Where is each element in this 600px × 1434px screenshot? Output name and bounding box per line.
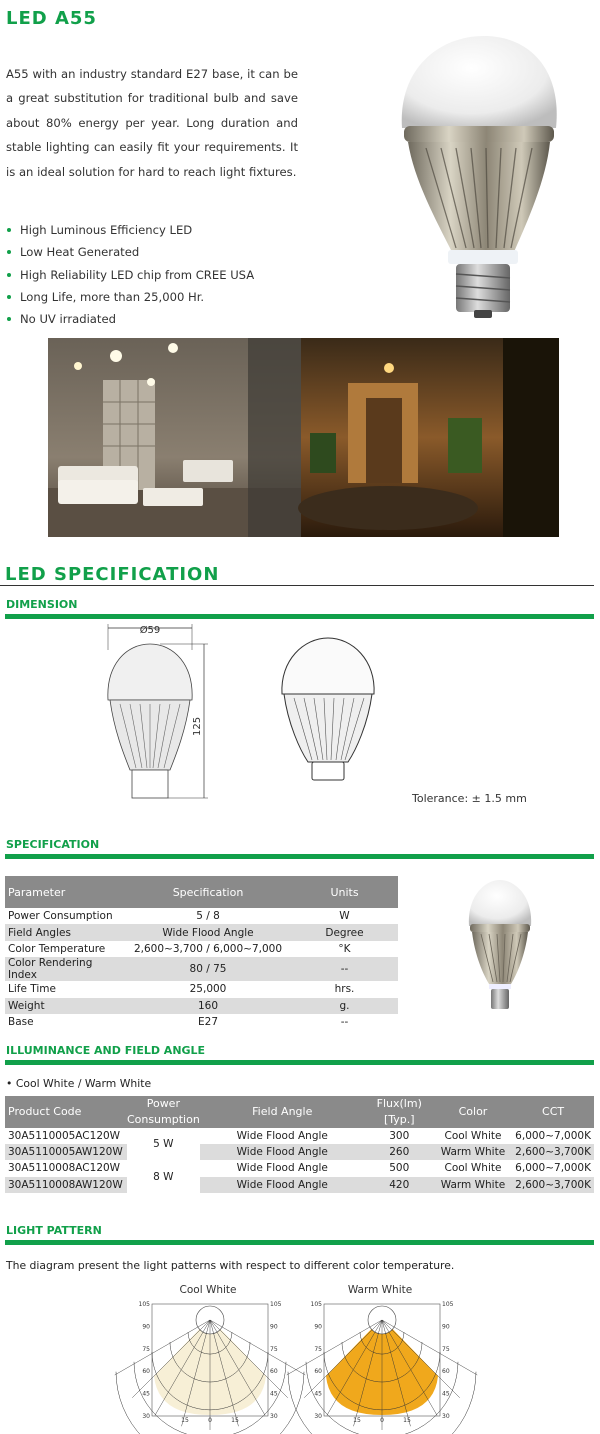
y-tick-label: 90	[270, 1323, 278, 1331]
y-tick-label: 30	[142, 1413, 150, 1420]
y-tick-label: 45	[314, 1390, 322, 1398]
column-header: Units	[291, 876, 398, 908]
height-label: 125	[192, 716, 203, 736]
led-bulb-image	[396, 30, 566, 320]
light-pattern-heading: LIGHT PATTERN	[6, 1224, 102, 1237]
table-cell: 420	[365, 1177, 434, 1193]
table-cell: Weight	[5, 998, 125, 1014]
section-bar	[5, 1060, 594, 1065]
led-bulb-image	[465, 876, 535, 1011]
y-tick-label: 60	[442, 1368, 450, 1376]
intro-paragraph: A55 with an industry standard E27 base, it can be a great substitution for traditional bulb and save about 80% energy per year. Long duration and stable lighting can easily fit your requirements. It is an ideal solution for hard to reach light fixtures.	[6, 67, 298, 179]
light-pattern-description: The diagram present the light patterns with respect to different color temperature.	[6, 1259, 455, 1272]
table-cell: Wide Flood Angle	[200, 1144, 365, 1160]
column-header: CCT	[512, 1096, 594, 1128]
column-header: Field Angle	[200, 1096, 365, 1128]
table-cell: W	[339, 910, 350, 923]
table-cell: 80 / 75	[125, 957, 291, 981]
table-row	[5, 1177, 594, 1193]
y-tick-label: 45	[142, 1390, 150, 1398]
table-cell: 300	[389, 1130, 410, 1143]
x-tick-label: 0	[208, 1417, 212, 1424]
table-cell: 30A5110008AW120W	[5, 1177, 127, 1193]
y-tick-label: 30	[442, 1413, 450, 1420]
column-header: Color	[434, 1096, 512, 1128]
table-cell: 25,000	[189, 983, 227, 996]
table-row	[5, 941, 398, 957]
table-row	[5, 908, 398, 924]
table-cell: 30A5110005AW120W	[5, 1144, 127, 1160]
column-header: Product Code	[5, 1096, 127, 1128]
y-tick-label: 105	[310, 1301, 322, 1308]
table-cell: g.	[291, 998, 398, 1014]
table-cell: 2,600~3,700K	[512, 1177, 594, 1193]
diameter-label: Ø59	[139, 625, 161, 636]
tolerance-note: Tolerance: ± 1.5 mm	[412, 792, 527, 805]
chart-label-warm: Warm White	[347, 1284, 413, 1296]
bulb-outline-image	[278, 632, 378, 782]
table-cell: 260	[365, 1144, 434, 1160]
table-cell: Wide Flood Angle	[125, 924, 291, 940]
table-cell: --	[340, 1016, 349, 1029]
table-cell: Field Angles	[5, 924, 125, 940]
table-row	[5, 924, 398, 940]
feature-item: High Luminous Efficiency LED	[6, 219, 306, 241]
y-tick-label: 105	[270, 1301, 282, 1308]
table-cell: 6,000~7,000K	[515, 1162, 591, 1175]
table-cell: Color Temperature	[8, 942, 106, 955]
table-cell: Degree	[291, 924, 398, 940]
table-cell: 500	[389, 1162, 410, 1175]
table-cell: 2,600~3,700K	[512, 1144, 594, 1160]
table-cell: Life Time	[8, 983, 56, 996]
x-tick-label: 15	[403, 1417, 411, 1424]
color-options-note: • Cool White / Warm White	[6, 1077, 152, 1090]
column-header: Parameter	[5, 876, 125, 908]
feature-item: Low Heat Generated	[6, 241, 306, 263]
x-tick-label: 0	[380, 1417, 384, 1424]
interior-exterior-photos	[48, 338, 559, 537]
section-bar	[5, 614, 594, 619]
specification-heading: SPECIFICATION	[6, 838, 100, 851]
color-options-text: Cool White / Warm White	[15, 1077, 152, 1090]
y-tick-label: 30	[314, 1413, 322, 1420]
illuminance-heading: ILLUMINANCE AND FIELD ANGLE	[6, 1044, 206, 1057]
x-tick-label: 15	[231, 1417, 239, 1424]
feature-item: No UV irradiated	[6, 308, 306, 330]
table-row	[5, 957, 398, 981]
y-tick-label: 60	[142, 1368, 150, 1376]
table-cell: °K	[338, 942, 351, 955]
table-cell: 160	[125, 998, 291, 1014]
page-title: LED A55	[6, 8, 97, 29]
dimension-heading: DIMENSION	[6, 598, 78, 611]
x-tick-label: 15	[181, 1417, 189, 1424]
feature-list	[6, 219, 306, 330]
column-header: Power Consumption	[126, 1097, 200, 1126]
y-tick-label: 90	[142, 1323, 150, 1331]
section-bar	[5, 854, 594, 859]
table-cell: Color Rendering Index	[5, 957, 125, 981]
spec-section-title: LED SPECIFICATION	[5, 564, 220, 585]
table-cell: Cool White	[444, 1130, 502, 1143]
feature-item: High Reliability LED chip from CREE USA	[6, 264, 306, 286]
table-cell: 8 W	[127, 1160, 200, 1192]
chart-label-cool: Cool White	[179, 1284, 237, 1296]
y-tick-label: 75	[270, 1345, 278, 1353]
table-cell: Warm White	[434, 1177, 512, 1193]
light-pattern-chart-warm	[312, 1298, 452, 1423]
y-tick-label: 105	[442, 1301, 454, 1308]
table-cell: Power Consumption	[8, 910, 113, 923]
table-cell: 2,600~3,700 / 6,000~7,000	[133, 942, 283, 955]
table-cell: hrs.	[334, 983, 355, 996]
column-header: Specification	[125, 876, 291, 908]
table-cell: Base	[8, 1016, 34, 1029]
y-tick-label: 60	[314, 1368, 322, 1376]
light-pattern-chart-cool	[140, 1298, 280, 1423]
y-tick-label: 30	[270, 1413, 278, 1420]
table-row	[5, 1128, 594, 1144]
table-cell: 6,000~7,000K	[515, 1130, 591, 1143]
section-bar	[5, 1240, 594, 1245]
y-tick-label: 75	[442, 1345, 450, 1353]
table-cell: Wide Flood Angle	[236, 1162, 328, 1175]
table-cell: E27	[198, 1016, 218, 1029]
table-row	[5, 981, 398, 997]
y-tick-label: 105	[138, 1301, 150, 1308]
divider	[0, 585, 594, 586]
feature-item: Long Life, more than 25,000 Hr.	[6, 286, 306, 308]
illuminance-table	[5, 1096, 594, 1193]
table-cell: Cool White	[444, 1162, 502, 1175]
x-tick-label: 15	[353, 1417, 361, 1424]
table-row	[5, 1014, 398, 1030]
table-cell: Wide Flood Angle	[236, 1130, 328, 1143]
y-tick-label: 90	[314, 1323, 322, 1331]
y-tick-label: 60	[270, 1368, 278, 1376]
table-row	[5, 1144, 594, 1160]
table-row	[5, 1160, 594, 1176]
table-cell: Wide Flood Angle	[200, 1177, 365, 1193]
table-cell: Warm White	[434, 1144, 512, 1160]
dimension-drawing	[100, 620, 220, 825]
y-tick-label: 75	[142, 1345, 150, 1353]
table-cell: 5 / 8	[196, 910, 220, 923]
table-row	[5, 998, 398, 1014]
table-cell: --	[291, 957, 398, 981]
y-tick-label: 75	[314, 1345, 322, 1353]
y-tick-label: 45	[442, 1390, 450, 1398]
table-cell: 30A5110005AC120W	[8, 1130, 121, 1143]
table-cell: 5 W	[127, 1128, 200, 1160]
table-cell: 30A5110008AC120W	[8, 1162, 121, 1175]
specification-table	[5, 876, 398, 1030]
y-tick-label: 45	[270, 1390, 278, 1398]
y-tick-label: 90	[442, 1323, 450, 1331]
column-header: Flux(lm)[Typ.]	[365, 1096, 434, 1128]
